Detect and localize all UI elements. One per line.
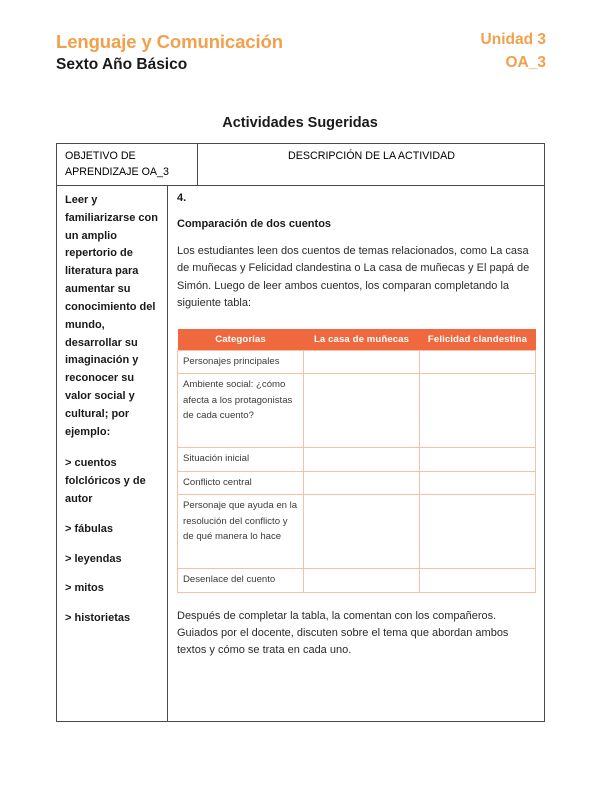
comparison-answer-cell[interactable]	[304, 448, 420, 472]
grade-title: Sexto Año Básico	[56, 56, 188, 74]
comparison-answer-cell[interactable]	[420, 350, 536, 374]
table-row	[178, 569, 536, 593]
activity-number: 4.	[177, 192, 187, 205]
column-header-description: DESCRIPCIÓN DE LA ACTIVIDAD	[288, 150, 455, 162]
header-right-group	[481, 30, 546, 74]
activities-table	[56, 143, 545, 722]
comparison-answer-cell[interactable]	[304, 374, 420, 448]
table-body-row	[57, 186, 544, 721]
objective-description: Leer y familiarizarse con un amplio repertorio de literatura para aumentar su conocimiento del mundo, desarrollar su imaginación y reconocer su valor social y cultural; por ejemplo:	[65, 194, 158, 438]
table-row	[178, 374, 536, 448]
list-item: > fábulas	[65, 522, 113, 535]
comparison-answer-cell[interactable]	[420, 569, 536, 593]
column-header-objective: OBJETIVO DE APRENDIZAJE OA_3	[65, 150, 169, 178]
table-header-cell-description	[198, 144, 544, 186]
subject-title: Lenguaje y Comunicación	[56, 31, 283, 52]
comparison-answer-cell[interactable]	[420, 471, 536, 495]
comparison-category-cell: Situación inicial	[178, 448, 304, 472]
comparison-answer-cell[interactable]	[420, 448, 536, 472]
comparison-header-story-1: La casa de muñecas	[304, 329, 420, 351]
comparison-table-head	[178, 329, 536, 351]
table-row	[178, 448, 536, 472]
activity-closing-paragraph: Después de completar la tabla, la comentan con los compañeros. Guiados por el docente, discuten sobre el tema que abordan ambos textos y cómo se trata en cada uno.	[177, 609, 509, 657]
comparison-category-cell: Personajes principales	[178, 350, 304, 374]
unit-label: Unidad 3	[480, 31, 546, 48]
comparison-header-categories: Categorías	[178, 329, 304, 351]
comparison-table-body	[178, 350, 536, 592]
comparison-header-row	[178, 329, 536, 351]
comparison-table	[177, 329, 536, 593]
comparison-answer-cell[interactable]	[304, 569, 420, 593]
comparison-answer-cell[interactable]	[420, 495, 536, 569]
comparison-header-story-2: Felicidad clandestina	[420, 329, 536, 351]
list-item: > mitos	[65, 582, 104, 595]
activity-subtitle: Comparación de dos cuentos	[177, 218, 332, 231]
comparison-answer-cell[interactable]	[420, 374, 536, 448]
comparison-answer-cell[interactable]	[304, 471, 420, 495]
comparison-category-cell: Conflicto central	[178, 471, 304, 495]
page-header	[56, 30, 546, 75]
header-left-group	[56, 30, 283, 75]
comparison-answer-cell[interactable]	[304, 350, 420, 374]
objective-cell	[57, 186, 168, 721]
comparison-category-cell: Desenlace del cuento	[178, 569, 304, 593]
list-item: > leyendas	[65, 552, 122, 565]
comparison-category-cell: Personaje que ayuda en la resolución del conflicto y de qué manera lo hace	[178, 495, 304, 569]
activity-intro-paragraph: Los estudiantes leen dos cuentos de temas relacionados, como La casa de muñecas y Felicidad clandestina o La casa de muñecas y El papá de Simón. Luego de leer ambos cuentos, los comparan completando la siguiente tabla:	[177, 245, 530, 310]
table-row	[178, 471, 536, 495]
table-header-cell-objective	[57, 144, 198, 186]
comparison-answer-cell[interactable]	[304, 495, 420, 569]
list-item: > historietas	[65, 612, 131, 625]
list-item: > cuentos folclóricos y de autor	[65, 457, 146, 506]
oa-label: OA_3	[505, 54, 546, 72]
page-title: Actividades Sugeridas	[222, 115, 378, 131]
activity-cell	[168, 186, 544, 721]
objective-genre-list	[65, 455, 159, 628]
table-row	[178, 350, 536, 374]
table-row	[178, 495, 536, 569]
comparison-category-cell: Ambiente social: ¿cómo afecta a los protagonistas de cada cuento?	[178, 374, 304, 448]
table-header-row	[57, 144, 544, 186]
